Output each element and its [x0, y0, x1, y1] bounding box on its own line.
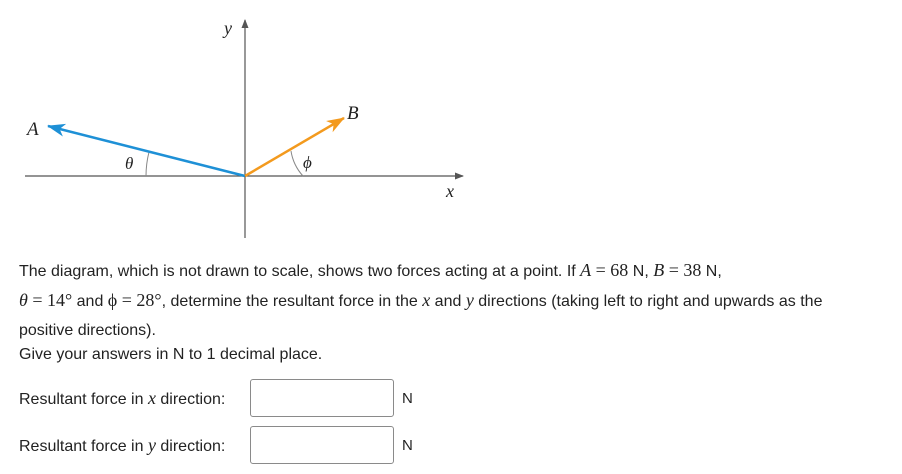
answer-x-label: [19, 388, 250, 409]
vector-a-label: A: [27, 119, 39, 140]
unit-b: N,: [701, 263, 722, 280]
math-y: [466, 290, 474, 310]
question-fragment: and: [430, 293, 466, 310]
x-axis-label: x: [446, 181, 454, 201]
answer-y-label-suffix: direction:: [155, 437, 226, 455]
question-fragment: and: [72, 293, 108, 310]
answer-y-var-symbol: y: [147, 434, 156, 455]
question-text: [19, 256, 879, 345]
value-b: = 38: [664, 260, 702, 280]
var-a: A: [580, 260, 592, 280]
phi-arc: [291, 151, 303, 176]
math-b: [653, 260, 701, 280]
answer-x-label-prefix: Resultant force in: [19, 390, 148, 408]
var-b: B: [653, 260, 665, 280]
vector-b-arrow: [245, 118, 344, 176]
answer-y-input[interactable]: [250, 426, 394, 464]
answer-x-var: [148, 388, 156, 408]
instruction-text: Give your answers in N to 1 decimal place.: [19, 346, 323, 363]
answer-y-var: [148, 435, 156, 455]
y-axis-label: y: [224, 18, 232, 38]
unit-a: N,: [628, 263, 654, 280]
theta-arc: [146, 152, 149, 176]
answer-x-unit: N: [402, 389, 413, 407]
question-fragment: The diagram, which is not drawn to scale, shows two forces acting at a point. If: [19, 263, 581, 280]
answer-y-label-prefix: Resultant force in: [19, 437, 148, 455]
answer-x-var-symbol: x: [147, 387, 156, 408]
force-diagram: [0, 0, 480, 250]
answer-x-input[interactable]: [250, 379, 394, 417]
var-theta: θ: [19, 290, 28, 310]
math-phi: [108, 290, 162, 310]
answer-row-x: [19, 379, 413, 417]
answer-row-y: [19, 426, 413, 464]
math-a: [580, 260, 628, 280]
question-fragment: , determine the resultant force in the: [161, 293, 423, 310]
var-phi: ϕ: [107, 290, 118, 310]
question-fragment: directions (taking left to right and upwards as the positive directions).: [19, 293, 823, 339]
var-y: y: [465, 290, 474, 310]
answer-y-label: [19, 435, 250, 456]
phi-label: ϕ: [303, 153, 312, 172]
answer-y-unit: N: [402, 436, 413, 454]
var-x: x: [422, 290, 431, 310]
vector-b-label: B: [347, 103, 359, 124]
answer-x-label-suffix: direction:: [155, 390, 226, 408]
value-a: = 68: [591, 260, 629, 280]
value-theta: = 14°: [27, 290, 73, 310]
value-phi: = 28°: [117, 290, 162, 310]
math-theta: [19, 290, 72, 310]
theta-label: θ: [125, 154, 134, 173]
